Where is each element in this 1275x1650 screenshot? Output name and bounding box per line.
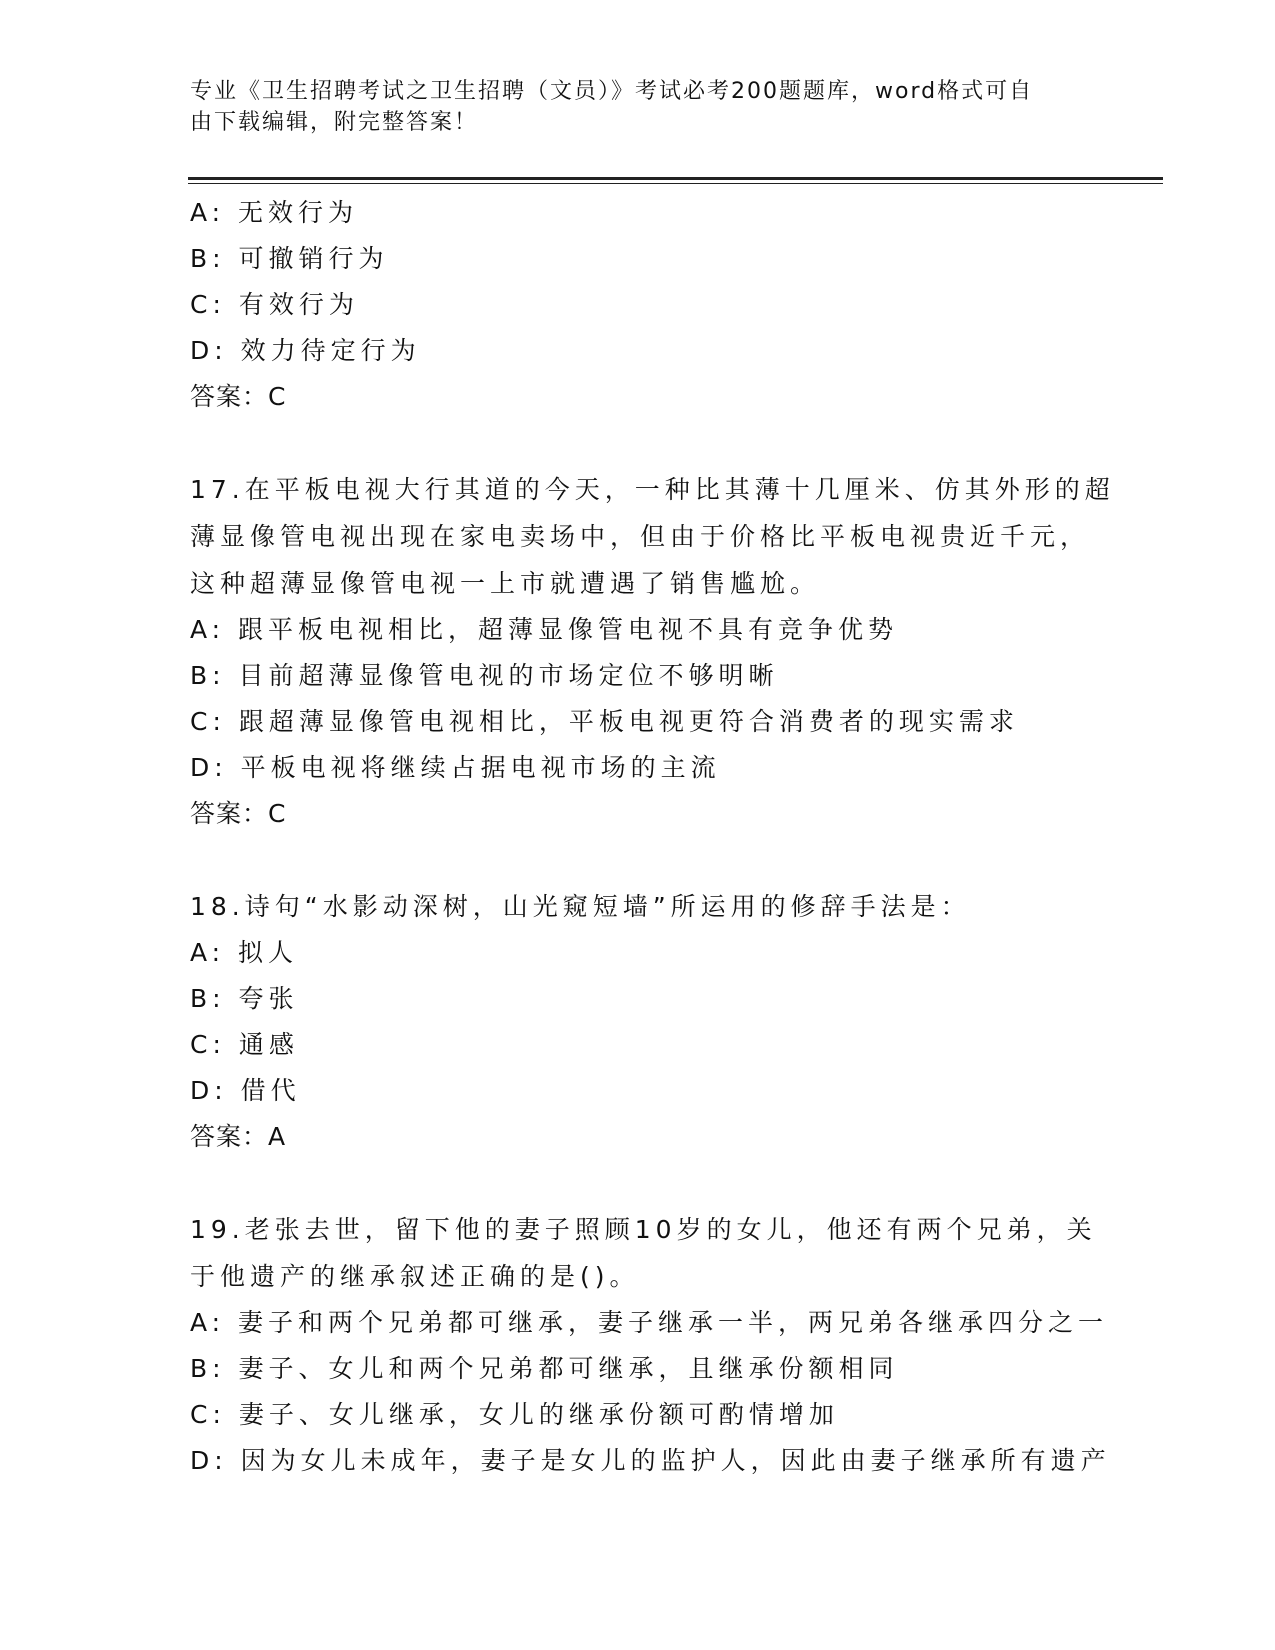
- option-b: B: 夸张: [190, 984, 299, 1013]
- option-b: B: 可撤销行为: [190, 244, 389, 273]
- option-b: B: 妻子、女儿和两个兄弟都可继承，且继承份额相同: [190, 1354, 899, 1383]
- option-d: D: 因为女儿未成年，妻子是女儿的监护人，因此由妻子继承所有遗产: [190, 1446, 1111, 1475]
- question-stem-line: 薄显像管电视出现在家电卖场中，但由于价格比平板电视贵近千元，: [190, 522, 1091, 551]
- spacer: [190, 420, 1110, 466]
- header-line-1: 专业《卫生招聘考试之卫生招聘（文员）》考试必考200题题库，word格式可自: [190, 79, 1034, 104]
- document-header: [190, 76, 1090, 138]
- header-rule-thin: [188, 183, 1163, 184]
- question-18: [190, 883, 1110, 1160]
- option-a: A: 跟平板电视相比，超薄显像管电视不具有竞争优势: [190, 615, 899, 644]
- option-a: A: 无效行为: [190, 198, 359, 227]
- answer-line: 答案：C: [190, 799, 287, 828]
- question-stem-line: 于他遗产的继承叙述正确的是()。: [190, 1262, 640, 1291]
- question-stem-line: 这种超薄显像管电视一上市就遭遇了销售尴尬。: [190, 569, 821, 598]
- question-list: [190, 190, 1115, 1484]
- question-19: [190, 1206, 1110, 1484]
- option-d: D: 效力待定行为: [190, 336, 421, 365]
- question-17: [190, 466, 1115, 837]
- option-b: B: 目前超薄显像管电视的市场定位不够明晰: [190, 661, 779, 690]
- option-a: A: 妻子和两个兄弟都可继承，妻子继承一半，两兄弟各继承四分之一: [190, 1308, 1109, 1337]
- option-c: C: 妻子、女儿继承，女儿的继承份额可酌情增加: [190, 1400, 839, 1429]
- question-stem-line: 17.在平板电视大行其道的今天，一种比其薄十几厘米、仿其外形的超: [190, 475, 1115, 504]
- question-16: [190, 190, 1110, 420]
- spacer: [190, 1160, 1110, 1206]
- option-c: C: 通感: [190, 1030, 299, 1059]
- option-a: A: 拟人: [190, 938, 299, 967]
- option-d: D: 平板电视将继续占据电视市场的主流: [190, 753, 721, 782]
- header-rule-thick: [188, 177, 1163, 180]
- option-d: D: 借代: [190, 1076, 301, 1105]
- answer-line: 答案：A: [190, 1122, 287, 1151]
- question-stem-line: 19.老张去世，留下他的妻子照顾10岁的女儿，他还有两个兄弟，关: [190, 1215, 1097, 1244]
- header-line-2: 由下载编辑，附完整答案！: [190, 110, 479, 135]
- answer-line: 答案：C: [190, 382, 287, 411]
- question-stem-line: 18.诗句“水影动深树，山光窥短墙”所运用的修辞手法是：: [190, 892, 971, 921]
- spacer: [190, 837, 1110, 883]
- option-c: C: 有效行为: [190, 290, 359, 319]
- option-c: C: 跟超薄显像管电视相比，平板电视更符合消费者的现实需求: [190, 707, 1019, 736]
